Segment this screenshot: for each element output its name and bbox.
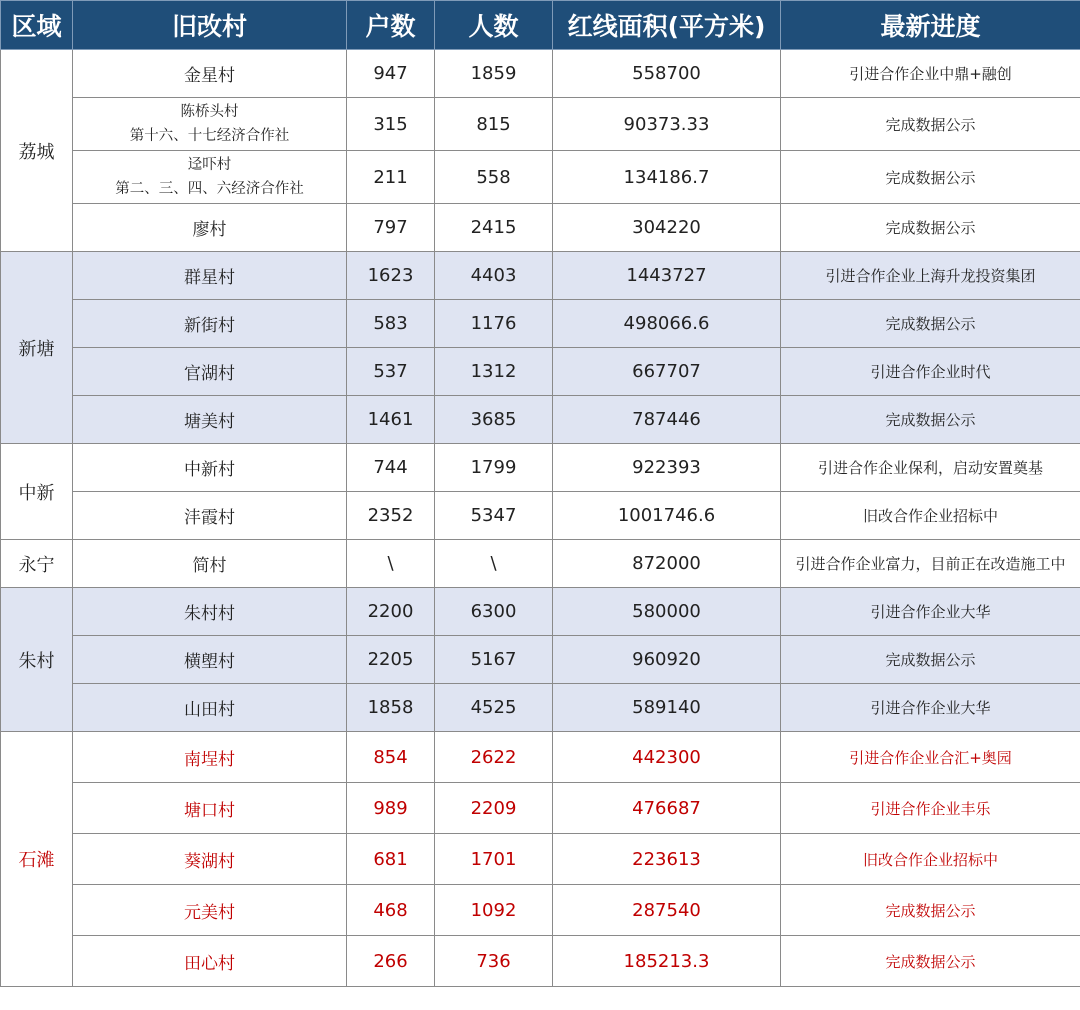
region-cell: 中新 bbox=[1, 444, 73, 540]
progress-cell: 旧改合作企业招标中 bbox=[781, 492, 1080, 540]
households-cell: 681 bbox=[347, 834, 435, 885]
area-cell: 90373.33 bbox=[553, 98, 781, 151]
area-cell: 476687 bbox=[553, 783, 781, 834]
table-row bbox=[1, 444, 1080, 492]
village-cell bbox=[73, 348, 347, 396]
progress-cell: 引进合作企业富力，目前正在改造施工中 bbox=[781, 540, 1080, 588]
table-row bbox=[1, 783, 1080, 834]
village-cell bbox=[73, 50, 347, 98]
village-name-line: 中新村 bbox=[184, 460, 235, 480]
progress-cell: 引进合作企业保利，启动安置奠基 bbox=[781, 444, 1080, 492]
table-row bbox=[1, 98, 1080, 151]
village-cell bbox=[73, 98, 347, 151]
area-cell: 223613 bbox=[553, 834, 781, 885]
area-cell: 442300 bbox=[553, 732, 781, 783]
region-cell: 新塘 bbox=[1, 252, 73, 444]
village-name-line: 简村 bbox=[192, 556, 227, 576]
village-name-line: 官湖村 bbox=[184, 364, 235, 384]
population-cell: 2415 bbox=[435, 204, 553, 252]
population-cell: 815 bbox=[435, 98, 553, 151]
village-cell bbox=[73, 151, 347, 204]
village-cell bbox=[73, 885, 347, 936]
village-name-line: 陈桥头村 bbox=[180, 104, 239, 120]
progress-cell: 完成数据公示 bbox=[781, 151, 1080, 204]
area-cell: 185213.3 bbox=[553, 936, 781, 987]
households-cell: 537 bbox=[347, 348, 435, 396]
population-cell: 736 bbox=[435, 936, 553, 987]
progress-cell: 完成数据公示 bbox=[781, 885, 1080, 936]
village-name-line: 廖村 bbox=[192, 220, 227, 240]
village-cell bbox=[73, 300, 347, 348]
table-row bbox=[1, 252, 1080, 300]
village-name-line: 迳吓村 bbox=[187, 157, 232, 173]
population-cell: \ bbox=[435, 540, 553, 588]
population-cell: 3685 bbox=[435, 396, 553, 444]
village-name-line: 南埕村 bbox=[184, 749, 235, 770]
population-cell: 2209 bbox=[435, 783, 553, 834]
table-row bbox=[1, 204, 1080, 252]
region-cell: 石滩 bbox=[1, 732, 73, 987]
village-name-line: 横塱村 bbox=[184, 652, 235, 672]
header-progress: 最新进度 bbox=[781, 1, 1080, 50]
area-cell: 498066.6 bbox=[553, 300, 781, 348]
village-name-line: 新街村 bbox=[184, 316, 235, 336]
village-cell bbox=[73, 834, 347, 885]
progress-cell: 完成数据公示 bbox=[781, 204, 1080, 252]
header-area: 红线面积(平方米) bbox=[553, 1, 781, 50]
area-cell: 872000 bbox=[553, 540, 781, 588]
area-cell: 589140 bbox=[553, 684, 781, 732]
area-cell: 1443727 bbox=[553, 252, 781, 300]
village-name-line: 塘美村 bbox=[184, 412, 235, 432]
population-cell: 5167 bbox=[435, 636, 553, 684]
village-name-line: 群星村 bbox=[184, 268, 235, 288]
households-cell: 1858 bbox=[347, 684, 435, 732]
progress-cell: 引进合作企业大华 bbox=[781, 588, 1080, 636]
village-name-line: 沣霞村 bbox=[184, 508, 235, 528]
population-cell: 1859 bbox=[435, 50, 553, 98]
table-row bbox=[1, 588, 1080, 636]
progress-cell: 完成数据公示 bbox=[781, 396, 1080, 444]
village-cell bbox=[73, 492, 347, 540]
village-name-line: 元美村 bbox=[184, 902, 235, 923]
progress-cell: 引进合作企业大华 bbox=[781, 684, 1080, 732]
progress-cell: 完成数据公示 bbox=[781, 300, 1080, 348]
table-row bbox=[1, 151, 1080, 204]
village-cell bbox=[73, 783, 347, 834]
households-cell: 468 bbox=[347, 885, 435, 936]
households-cell: 2200 bbox=[347, 588, 435, 636]
village-name-line: 金星村 bbox=[184, 66, 235, 86]
table-row bbox=[1, 684, 1080, 732]
area-cell: 287540 bbox=[553, 885, 781, 936]
households-cell: 797 bbox=[347, 204, 435, 252]
population-cell: 558 bbox=[435, 151, 553, 204]
area-cell: 787446 bbox=[553, 396, 781, 444]
village-name-line: 葵湖村 bbox=[184, 851, 235, 872]
population-cell: 1701 bbox=[435, 834, 553, 885]
table-row bbox=[1, 348, 1080, 396]
population-cell: 1799 bbox=[435, 444, 553, 492]
area-cell: 667707 bbox=[553, 348, 781, 396]
table-row bbox=[1, 636, 1080, 684]
households-cell: 1461 bbox=[347, 396, 435, 444]
progress-cell: 完成数据公示 bbox=[781, 936, 1080, 987]
village-name-line: 第十六、十七经济合作社 bbox=[129, 128, 290, 144]
households-cell: 211 bbox=[347, 151, 435, 204]
table-row bbox=[1, 885, 1080, 936]
village-cell bbox=[73, 588, 347, 636]
village-cell bbox=[73, 684, 347, 732]
header-population: 人数 bbox=[435, 1, 553, 50]
table-body bbox=[1, 50, 1080, 987]
header-region: 区域 bbox=[1, 1, 73, 50]
village-name-line: 田心村 bbox=[184, 953, 235, 974]
progress-cell: 引进合作企业时代 bbox=[781, 348, 1080, 396]
village-cell bbox=[73, 204, 347, 252]
header-households: 户数 bbox=[347, 1, 435, 50]
population-cell: 6300 bbox=[435, 588, 553, 636]
table-row bbox=[1, 396, 1080, 444]
area-cell: 960920 bbox=[553, 636, 781, 684]
households-cell: 854 bbox=[347, 732, 435, 783]
table-row bbox=[1, 936, 1080, 987]
population-cell: 5347 bbox=[435, 492, 553, 540]
area-cell: 558700 bbox=[553, 50, 781, 98]
table-row bbox=[1, 540, 1080, 588]
population-cell: 2622 bbox=[435, 732, 553, 783]
village-name-line: 朱村村 bbox=[184, 604, 235, 624]
households-cell: 744 bbox=[347, 444, 435, 492]
households-cell: 989 bbox=[347, 783, 435, 834]
village-cell bbox=[73, 636, 347, 684]
village-cell bbox=[73, 936, 347, 987]
progress-cell: 完成数据公示 bbox=[781, 98, 1080, 151]
table-row bbox=[1, 50, 1080, 98]
village-name-line: 山田村 bbox=[184, 700, 235, 720]
table-row bbox=[1, 732, 1080, 783]
village-cell bbox=[73, 252, 347, 300]
progress-cell: 旧改合作企业招标中 bbox=[781, 834, 1080, 885]
village-cell bbox=[73, 732, 347, 783]
area-cell: 1001746.6 bbox=[553, 492, 781, 540]
households-cell: 266 bbox=[347, 936, 435, 987]
households-cell: 583 bbox=[347, 300, 435, 348]
progress-cell: 引进合作企业上海升龙投资集团 bbox=[781, 252, 1080, 300]
progress-cell: 引进合作企业丰乐 bbox=[781, 783, 1080, 834]
progress-cell: 引进合作企业中鼎+融创 bbox=[781, 50, 1080, 98]
region-cell: 荔城 bbox=[1, 50, 73, 252]
population-cell: 4525 bbox=[435, 684, 553, 732]
households-cell: 2205 bbox=[347, 636, 435, 684]
households-cell: 947 bbox=[347, 50, 435, 98]
population-cell: 1312 bbox=[435, 348, 553, 396]
region-cell: 永宁 bbox=[1, 540, 73, 588]
village-name-line: 塘口村 bbox=[184, 800, 235, 821]
header-village: 旧改村 bbox=[73, 1, 347, 50]
households-cell: 315 bbox=[347, 98, 435, 151]
households-cell: \ bbox=[347, 540, 435, 588]
area-cell: 580000 bbox=[553, 588, 781, 636]
progress-cell: 完成数据公示 bbox=[781, 636, 1080, 684]
village-cell bbox=[73, 444, 347, 492]
households-cell: 1623 bbox=[347, 252, 435, 300]
area-cell: 304220 bbox=[553, 204, 781, 252]
table-row bbox=[1, 834, 1080, 885]
region-cell: 朱村 bbox=[1, 588, 73, 732]
population-cell: 1092 bbox=[435, 885, 553, 936]
area-cell: 134186.7 bbox=[553, 151, 781, 204]
table-row bbox=[1, 492, 1080, 540]
table-row bbox=[1, 300, 1080, 348]
population-cell: 1176 bbox=[435, 300, 553, 348]
village-cell bbox=[73, 396, 347, 444]
population-cell: 4403 bbox=[435, 252, 553, 300]
village-name-line: 第二、三、四、六经济合作社 bbox=[115, 181, 304, 197]
progress-cell: 引进合作企业合汇+奥园 bbox=[781, 732, 1080, 783]
area-cell: 922393 bbox=[553, 444, 781, 492]
village-cell bbox=[73, 540, 347, 588]
header-row bbox=[1, 1, 1080, 50]
households-cell: 2352 bbox=[347, 492, 435, 540]
